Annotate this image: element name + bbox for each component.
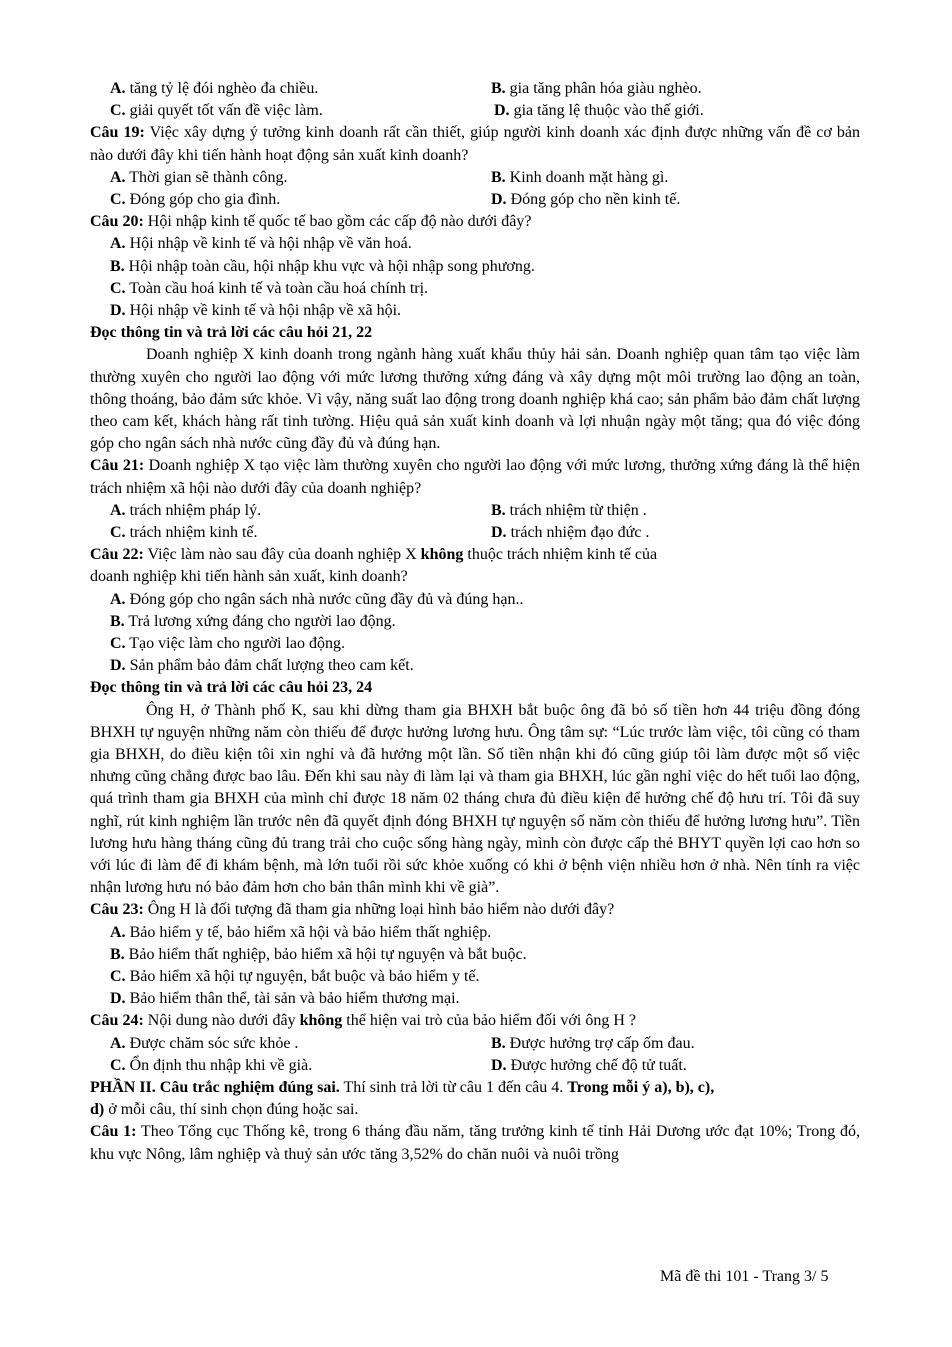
option-b: B. Bảo hiểm thất nghiệp, bảo hiểm xã hội tự nguyện và bắt buộc.: [110, 945, 527, 963]
option-a: A. Hội nhập về kinh tế và hội nhập về văn hoá.: [110, 235, 412, 253]
option-c: C. Đóng góp cho gia đình.: [110, 190, 281, 208]
question-22-cont: doanh nghiệp khi tiến hành sản xuất, kinh doanh?: [90, 568, 408, 586]
option-d: D. gia tăng lệ thuộc vào thế giới.: [494, 102, 704, 120]
option-a: A. Thời gian sẽ thành công.: [110, 168, 288, 186]
option-a: A. Được chăm sóc sức khỏe .: [110, 1034, 299, 1052]
part2-question-1: Câu 1: Theo Tổng cục Thống kê, trong 6 tháng đầu năm, tăng trưởng kinh tế tỉnh Hải Dương ước đạt 10%; Trong đó, khu vực Nông, lâm nghiệp và thuỷ sản ước tăng 3,52% do chăn nuôi và nuôi trồng: [90, 1123, 860, 1163]
option-d: D. Đóng góp cho nền kinh tế.: [491, 190, 681, 208]
question-22: Câu 22: Việc làm nào sau đây của doanh nghiệp X không thuộc trách nhiệm kinh tế của: [90, 546, 658, 564]
option-d: D. Được hưởng chế độ tử tuất.: [491, 1056, 687, 1074]
option-b: B. Hội nhập toàn cầu, hội nhập khu vực và hội nhập song phương.: [110, 257, 535, 275]
q24-options-row2: [90, 1055, 860, 1077]
question-20: Câu 20: Hội nhập kinh tế quốc tế bao gồm các cấp độ nào dưới đây?: [90, 213, 532, 231]
option-d: D. Hội nhập về kinh tế và hội nhập về xã hội.: [110, 301, 402, 319]
question-19: Câu 19: Việc xây dựng ý tưởng kinh doanh rất cần thiết, giúp người kinh doanh xác định được những vấn đề cơ bản nào dưới đây khi tiến hành hoạt động sản xuất kinh doanh?: [90, 124, 861, 164]
option-b: B. Được hưởng trợ cấp ốm đau.: [491, 1034, 695, 1052]
reading-heading: Đọc thông tin và trả lời các câu hỏi 21, 22: [90, 324, 373, 342]
option-c: C. trách nhiệm kinh tế.: [110, 523, 258, 541]
q18-options-row2: [90, 100, 860, 122]
q21-options-row1: [90, 500, 860, 522]
option-d: D. Bảo hiểm thân thể, tài sản và bảo hiểm thương mại.: [110, 990, 460, 1008]
question-21: Câu 21: Doanh nghiệp X tạo việc làm thường xuyên cho người lao động với mức lương, thưởng xứng đáng là thể hiện trách nhiệm xã hội nào dưới đây của doanh nghiệp?: [90, 457, 861, 497]
option-a: A. Đóng góp cho ngân sách nhà nước cũng đầy đủ và đúng hạn..: [110, 590, 524, 608]
q18-options-row1: [90, 78, 860, 100]
option-c: C. Toàn cầu hoá kinh tế và toàn cầu hoá chính trị.: [110, 279, 429, 297]
option-b: B. trách nhiệm từ thiện .: [491, 501, 647, 519]
option-d: D. Sản phẩm bảo đảm chất lượng theo cam kết.: [110, 657, 414, 675]
option-d: D. trách nhiệm đạo đức .: [491, 523, 650, 541]
part2-heading-cont: d) ở mỗi câu, thí sinh chọn đúng hoặc sai.: [90, 1101, 359, 1119]
q21-options-row2: [90, 522, 860, 544]
q19-options-row1: [90, 167, 860, 189]
option-a: A. trách nhiệm pháp lý.: [110, 501, 262, 519]
option-b: B. Kinh doanh mặt hàng gì.: [491, 168, 669, 186]
page-footer: Mã đề thi 101 - Trang 3/ 5: [660, 1268, 829, 1285]
option-a: A. tăng tỷ lệ đói nghèo đa chiều.: [110, 80, 319, 97]
option-c: C. Ổn định thu nhập khi về già.: [110, 1056, 313, 1074]
part2-heading: PHẦN II. Câu trắc nghiệm đúng sai. Thí sinh trả lời từ câu 1 đến câu 4. Trong mỗi ý a), b), c),: [90, 1079, 715, 1097]
q24-options-row1: [90, 1033, 860, 1055]
option-a: A. Bảo hiểm y tế, bảo hiểm xã hội và bảo hiểm thất nghiệp.: [110, 923, 492, 941]
exam-page: [90, 78, 860, 1166]
option-b: B. Trả lương xứng đáng cho người lao động.: [110, 612, 396, 630]
question-23: Câu 23: Ông H là đối tượng đã tham gia những loại hình bảo hiểm nào dưới đây?: [90, 901, 615, 919]
reading-heading: Đọc thông tin và trả lời các câu hỏi 23, 24: [90, 679, 373, 697]
reading-passage: Ông H, ở Thành phố K, sau khi dừng tham gia BHXH bắt buộc ông đã bỏ số tiền hơn 44 triệu đồng đóng BHXH tự nguyện những năm còn thiếu để được hưởng lương hưu. Ông tâm sự: “Lúc trước làm việc, tôi cũng có tham gia BHXH, do điều kiện tôi xin nghỉ và đã hưởng một lần. Số tiền nhận khi đó cũng giúp tôi làm được một số việc nhưng cũng chẳng được bao lâu. Đến khi sau này đi làm lại và tham gia BHXH, lúc gần nghỉ việc do hết tuổi lao động, quá trình tham gia BHXH của mình chỉ được 18 năm 02 tháng chưa đủ điều kiện để hưởng chế độ hưu trí. Tôi đã suy nghĩ, rút kinh nghiệm lần trước nên đã quyết định đóng BHXH tự nguyện số năm còn thiếu để hưởng lương hưu”. Tiền lương hưu hàng tháng cũng đủ trang trải cho cuộc sống hàng ngày, mình còn được cấp thẻ BHYT quyền lợi cao hơn so với lúc đi làm để đi khám bệnh, mà lớn tuổi rồi sức khỏe xuống có khi ở bệnh viện nhiều hơn ở nhà. Nên tính ra việc nhận lương hưu nó bảo đảm hơn cho bản thân mình khi về già”.: [90, 701, 860, 897]
option-c: C. Tạo việc làm cho người lao động.: [110, 634, 346, 652]
q19-options-row2: [90, 189, 860, 211]
option-c: C. giải quyết tốt vấn đề việc làm.: [110, 102, 323, 120]
question-24: Câu 24: Nội dung nào dưới đây không thể hiện vai trò của bảo hiểm đối với ông H ?: [90, 1012, 636, 1030]
option-c: C. Bảo hiểm xã hội tự nguyện, bắt buộc và bảo hiểm y tế.: [110, 968, 480, 986]
reading-passage: Doanh nghiệp X kinh doanh trong ngành hàng xuất khẩu thủy hải sản. Doanh nghiệp quan tâm tạo việc làm thường xuyên cho người lao động với mức lương thưởng xứng đáng và xây dựng một môi trường lao động an toàn, thông thoáng, bảo đảm sức khỏe. Vì vậy, năng suất lao động trong doanh nghiệp khá cao; sản phẩm bảo đảm chất lượng theo cam kết, khách hàng rất tinh tường. Hiệu quả sản xuất kinh doanh và lợi nhuận ngày một tăng; qua đó việc đóng góp cho ngân sách nhà nước cũng đầy đủ và đúng hạn.: [90, 346, 860, 453]
option-b: B. gia tăng phân hóa giàu nghèo.: [491, 80, 702, 97]
